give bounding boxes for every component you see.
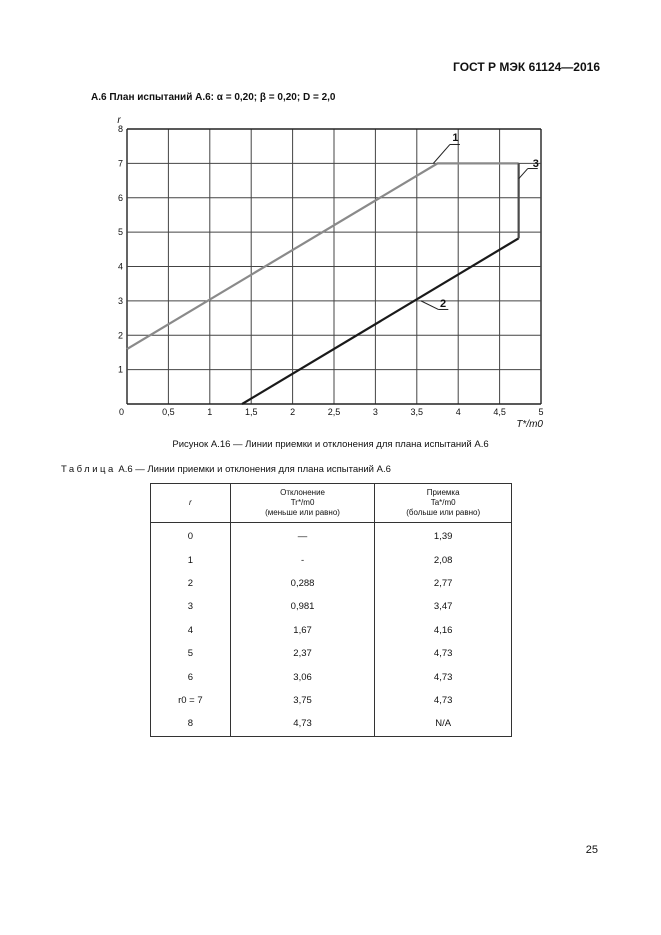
table-cell-reject: 2,37 xyxy=(230,642,375,665)
header-accept-formula: Ta*/m0 xyxy=(430,498,456,507)
table-cell-r: 0 xyxy=(151,523,231,549)
table-cell-r: 1 xyxy=(151,548,231,571)
x-tick-label: 4,5 xyxy=(493,407,506,417)
series-line-2 xyxy=(242,238,519,404)
table-title xyxy=(61,464,391,475)
table-cell-reject: 0,981 xyxy=(230,595,375,618)
x-tick-label: 3,5 xyxy=(410,407,424,417)
y-tick-label: 6 xyxy=(117,192,123,203)
table-cell-r: 4 xyxy=(151,619,231,642)
header-accept-title: Приемка xyxy=(426,488,460,497)
table-cell-reject: 0,288 xyxy=(230,572,375,595)
data-table xyxy=(150,483,512,737)
table-row xyxy=(151,572,512,595)
table-cell-accept: 2,77 xyxy=(375,572,512,595)
table-cell-reject: 3,06 xyxy=(230,665,375,688)
table-title-prefix: Таблица xyxy=(61,464,116,475)
header-reject-note: (меньше или равно) xyxy=(265,508,340,517)
table-row xyxy=(151,548,512,571)
table-cell-accept: 4,73 xyxy=(375,665,512,688)
series-line-1 xyxy=(127,163,519,349)
table-cell-r: 2 xyxy=(151,572,231,595)
table-cell-r: 3 xyxy=(151,595,231,618)
x-tick-label: 2 xyxy=(290,407,296,417)
table-row xyxy=(151,595,512,618)
standard-id: ГОСТ Р МЭК 61124—2016 xyxy=(453,60,600,74)
y-tick-label: 4 xyxy=(117,261,123,272)
table-row xyxy=(151,712,512,736)
header-accept xyxy=(375,484,512,523)
table-cell-r: 6 xyxy=(151,665,231,688)
header-reject-formula: Tr*/m0 xyxy=(290,498,315,507)
page-number: 25 xyxy=(585,844,598,856)
figure-chart xyxy=(0,0,661,435)
y-tick-label: 7 xyxy=(117,158,123,169)
table-cell-r: 8 xyxy=(151,712,231,736)
header-reject xyxy=(230,484,375,523)
table-row xyxy=(151,642,512,665)
table-cell-accept: 2,08 xyxy=(375,548,512,571)
table-row xyxy=(151,619,512,642)
series-label-1: 1 xyxy=(452,132,459,145)
y-tick-label: 1 xyxy=(117,364,123,375)
callout-leader-3 xyxy=(519,169,528,179)
table-cell-reject: 4,73 xyxy=(230,712,375,736)
table-cell-reject: - xyxy=(230,548,375,571)
x-tick-label: 1,5 xyxy=(244,407,258,417)
table-cell-accept: 3,47 xyxy=(375,595,512,618)
x-tick-label: 3 xyxy=(372,407,378,417)
header-r-label: r xyxy=(189,498,192,507)
callout-leader-2 xyxy=(421,301,438,310)
x-tick-label: 1 xyxy=(207,407,213,417)
header-r xyxy=(151,484,231,523)
section-title: А.6 План испытаний А.6: α = 0,20; β = 0,20; D = 2,0 xyxy=(91,92,336,103)
table-cell-accept: N/A xyxy=(375,712,512,736)
y-tick-label: 3 xyxy=(117,295,123,306)
table-title-rest: А.6 — Линии приемки и отклонения для плана испытаний А.6 xyxy=(118,464,391,475)
table-cell-reject: 1,67 xyxy=(230,619,375,642)
table-cell-accept: 1,39 xyxy=(375,523,512,549)
x-tick-label: 4 xyxy=(455,407,461,417)
table-cell-reject: 3,75 xyxy=(230,689,375,712)
table-row xyxy=(151,523,512,549)
table-row xyxy=(151,689,512,712)
y-tick-label: 2 xyxy=(117,330,123,341)
table-cell-reject: — xyxy=(230,523,375,549)
table-cell-accept: 4,16 xyxy=(375,619,512,642)
y-tick-label: 8 xyxy=(117,124,123,134)
table-cell-accept: 4,73 xyxy=(375,642,512,665)
header-accept-note: (больше или равно) xyxy=(406,508,481,517)
callout-leader-1 xyxy=(433,144,450,163)
table-cell-r: r0 = 7 xyxy=(151,689,231,712)
figure-caption: Рисунок А.16 — Линии приемки и отклонения для плана испытаний А.6 xyxy=(172,439,489,450)
header-reject-title: Отклонение xyxy=(280,488,325,497)
x-axis-label: T*/m0 xyxy=(516,419,543,430)
y-tick-label: 5 xyxy=(117,227,123,238)
series-label-3: 3 xyxy=(532,157,539,170)
x-tick-label: 0 xyxy=(118,407,124,417)
y-axis-label: r xyxy=(117,115,121,126)
table-cell-accept: 4,73 xyxy=(375,689,512,712)
series-label-2: 2 xyxy=(439,298,447,311)
x-tick-label: 5 xyxy=(538,407,544,417)
x-tick-label: 2,5 xyxy=(327,407,341,417)
table-row xyxy=(151,665,512,688)
table-cell-r: 5 xyxy=(151,642,231,665)
x-tick-label: 0,5 xyxy=(162,407,175,417)
